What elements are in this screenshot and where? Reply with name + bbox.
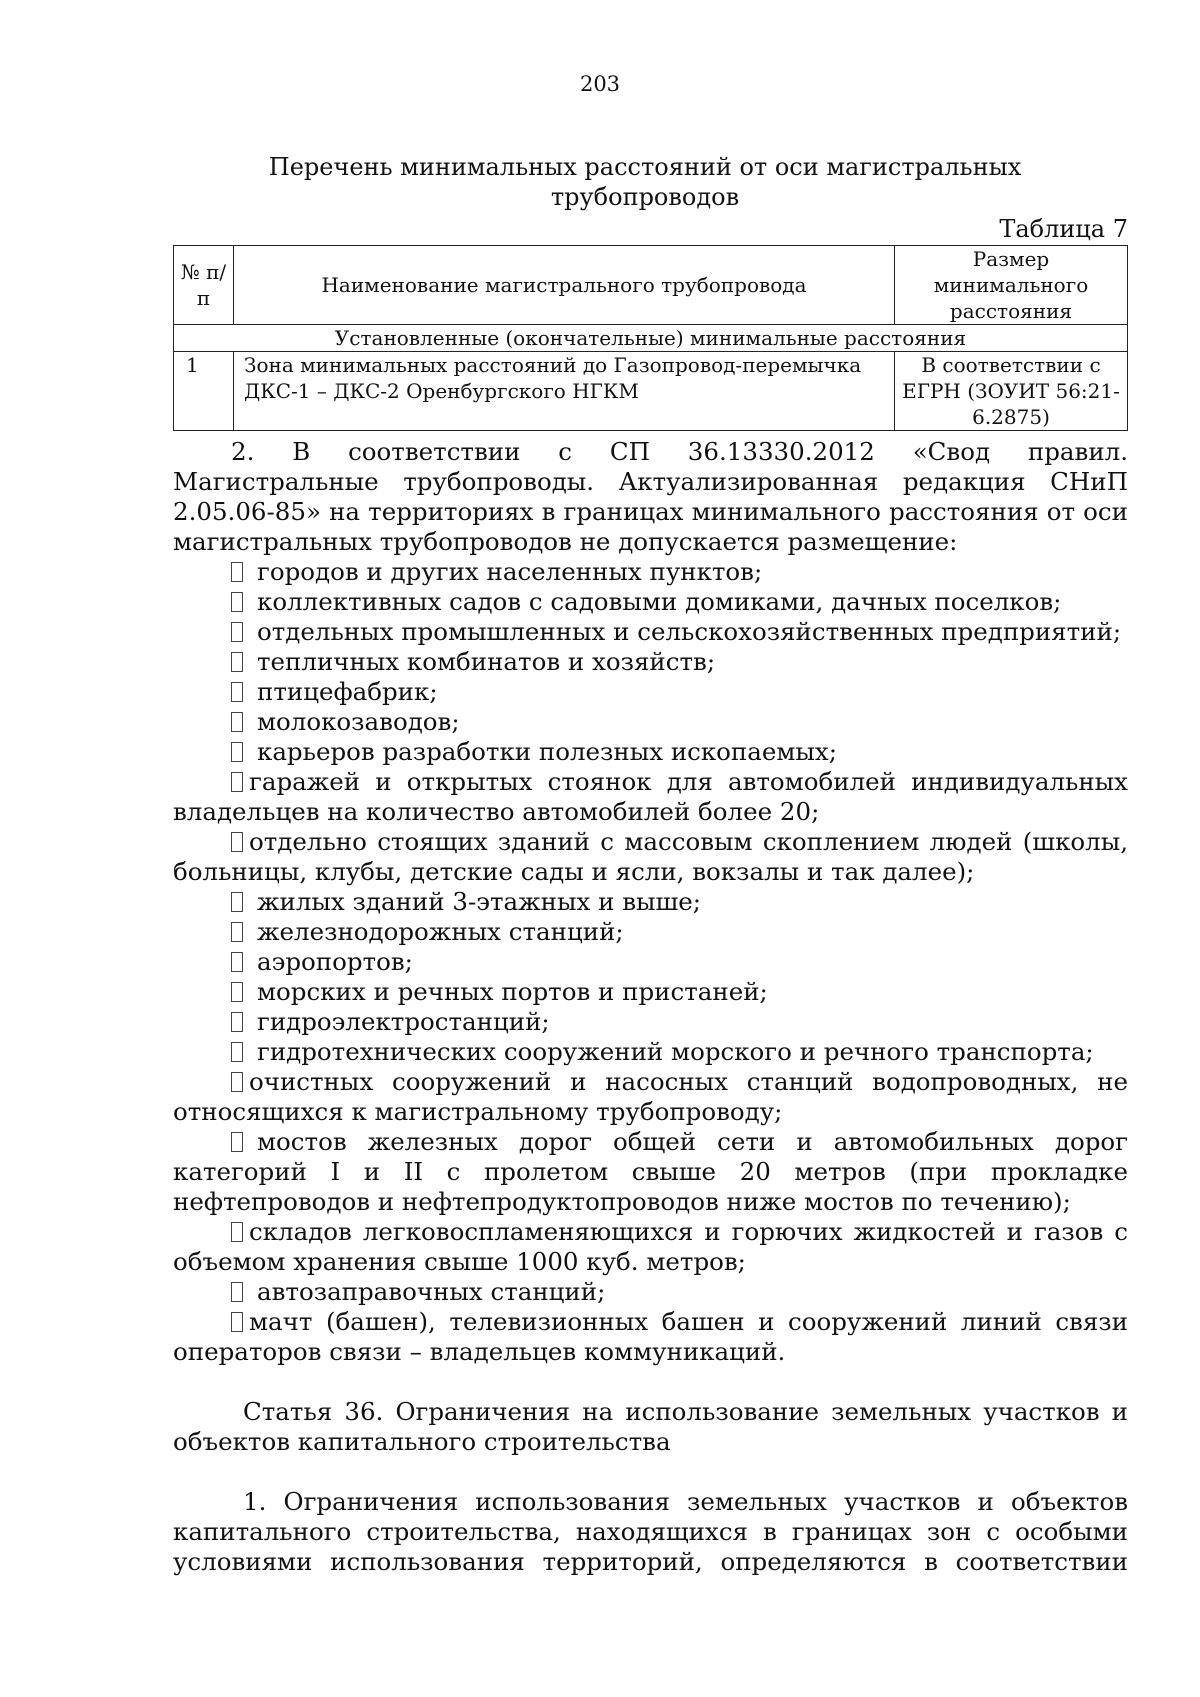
table-section-row bbox=[174, 325, 1128, 352]
missing-glyph-box-icon bbox=[231, 1012, 243, 1032]
missing-glyph-box-icon bbox=[231, 652, 243, 672]
list-item: складов легковоспламеняющихся и горючих жидкостей и газов с объемом хранения свыше 1000 куб. метров; bbox=[173, 1217, 1128, 1276]
list-item: жилых зданий 3-этажных и выше; bbox=[173, 887, 1128, 917]
missing-glyph-box-icon bbox=[231, 1222, 243, 1242]
section-label: Установленные (окончательные) минимальные расстояния bbox=[174, 325, 1128, 352]
document-body bbox=[173, 437, 1128, 1577]
missing-glyph-box-icon bbox=[231, 622, 243, 642]
table-row bbox=[174, 352, 1128, 431]
list-item: мостов железных дорог общей сети и автомобильных дорог категорий I и II с пролетом свыше 20 метров (при прокладке нефтепроводов и нефтепродуктопроводов ниже мостов по течению); bbox=[173, 1127, 1128, 1216]
header-size: Размер минимального расстояния bbox=[895, 246, 1128, 325]
list-item: гидроэлектростанций; bbox=[173, 1007, 1128, 1037]
list-item: отдельно стоящих зданий с массовым скоплением людей (школы, больницы, клубы, детские сады и ясли, вокзалы и так далее); bbox=[173, 827, 1128, 886]
list-item: коллективных садов с садовыми домиками, дачных поселков; bbox=[173, 587, 1128, 617]
missing-glyph-box-icon bbox=[231, 1042, 243, 1062]
missing-glyph-box-icon bbox=[231, 892, 243, 912]
table-title: Перечень минимальных расстояний от оси магистральных трубопроводов bbox=[268, 153, 1022, 211]
row-name: Зона минимальных расстояний до Газопровод-перемычка ДКС-1 – ДКС-2 Оренбургского НГКМ bbox=[234, 352, 895, 431]
list-item: очистных сооружений и насосных станций водопроводных, не относящихся к магистральному трубопроводу; bbox=[173, 1067, 1128, 1126]
list-item: гаражей и открытых стоянок для автомобилей индивидуальных владельцев на количество автомобилей более 20; bbox=[173, 767, 1128, 826]
header-name: Наименование магистрального трубопровода bbox=[234, 246, 895, 325]
list-item: железнодорожных станций; bbox=[173, 917, 1128, 947]
row-size: В соответствии с ЕГРН (ЗОУИТ 56:21-6.2875) bbox=[895, 352, 1128, 431]
header-num: № п/п bbox=[174, 246, 234, 325]
missing-glyph-box-icon bbox=[231, 922, 243, 942]
list-item: тепличных комбинатов и хозяйств; bbox=[173, 647, 1128, 677]
spacer bbox=[173, 1367, 1128, 1397]
list-item: городов и других населенных пунктов; bbox=[173, 557, 1128, 587]
missing-glyph-box-icon bbox=[231, 712, 243, 732]
missing-glyph-box-icon bbox=[231, 562, 243, 582]
missing-glyph-box-icon bbox=[231, 772, 243, 792]
missing-glyph-box-icon bbox=[231, 742, 243, 762]
missing-glyph-box-icon bbox=[231, 1072, 243, 1092]
page-number: 203 bbox=[579, 72, 621, 96]
article-heading: Статья 36. Ограничения на использование земельных участков и объектов капитального строительства bbox=[173, 1397, 1128, 1456]
list-item: молокозаводов; bbox=[173, 707, 1128, 737]
list-item: отдельных промышленных и сельскохозяйственных предприятий; bbox=[173, 617, 1128, 647]
spacer bbox=[173, 1457, 1128, 1487]
missing-glyph-box-icon bbox=[231, 832, 243, 852]
missing-glyph-box-icon bbox=[231, 1282, 243, 1302]
list-item: птицефабрик; bbox=[173, 677, 1128, 707]
missing-glyph-box-icon bbox=[231, 982, 243, 1002]
row-num: 1 bbox=[174, 352, 234, 431]
list-item: автозаправочных станций; bbox=[173, 1277, 1128, 1307]
table-caption: Таблица 7 bbox=[999, 215, 1128, 243]
table-header-row bbox=[174, 246, 1128, 325]
list-item: карьеров разработки полезных ископаемых; bbox=[173, 737, 1128, 767]
list-item: мачт (башен), телевизионных башен и сооружений линий связи операторов связи – владельцев коммуникаций. bbox=[173, 1307, 1128, 1366]
list-item: аэропортов; bbox=[173, 947, 1128, 977]
paragraph-1: 1. Ограничения использования земельных участков и объектов капитального строительства, находящихся в границах зон с особыми условиями использования территорий, определяются в соответствии bbox=[173, 1487, 1128, 1576]
missing-glyph-box-icon bbox=[231, 682, 243, 702]
list-item: морских и речных портов и пристаней; bbox=[173, 977, 1128, 1007]
missing-glyph-box-icon bbox=[231, 592, 243, 612]
paragraph-2: 2. В соответствии с СП 36.13330.2012 «Свод правил. Магистральные трубопроводы. Актуализированная редакция СНиП 2.05.06-85» на территориях в границах минимального расстояния от оси магистральных трубопроводов не допускается размещение: bbox=[173, 437, 1128, 556]
distances-table bbox=[173, 245, 1128, 431]
missing-glyph-box-icon bbox=[231, 1132, 243, 1152]
missing-glyph-box-icon bbox=[231, 952, 243, 972]
list-item: гидротехнических сооружений морского и речного транспорта; bbox=[173, 1037, 1128, 1067]
missing-glyph-box-icon bbox=[231, 1312, 243, 1332]
